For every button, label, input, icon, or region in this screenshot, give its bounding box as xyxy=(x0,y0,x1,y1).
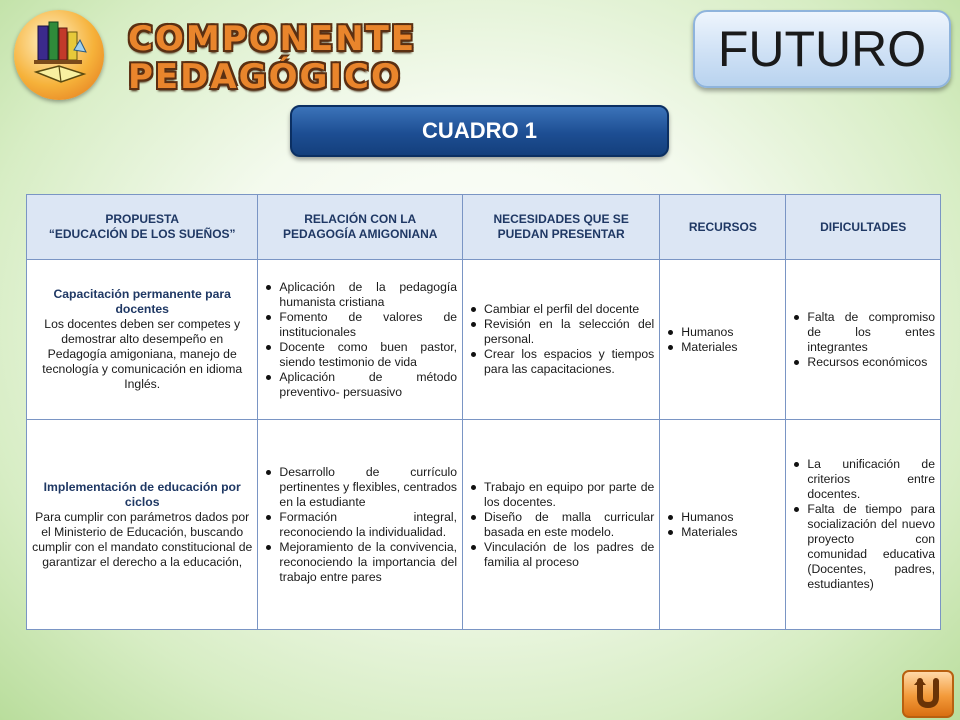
column-header-recursos: RECURSOS xyxy=(660,195,786,260)
difficulties-cell xyxy=(786,420,941,630)
list-item: Crear los espacios y tiempos para las capacitaciones. xyxy=(468,347,654,377)
column-header-relacion: RELACIÓN CON LA PEDAGOGÍA AMIGONIANA xyxy=(258,195,463,260)
u-turn-back-icon xyxy=(911,675,945,714)
proposal-title: Capacitación permanente para docentes xyxy=(53,287,231,316)
column-header-dificultades: DIFICULTADES xyxy=(786,195,941,260)
list-item: Diseño de malla curricular basada en este modelo. xyxy=(468,510,654,540)
needs-cell xyxy=(463,420,660,630)
cuadro-label: CUADRO 1 xyxy=(290,105,669,157)
list-item: Aplicación de la pedagogía humanista cristiana xyxy=(263,280,457,310)
table-row xyxy=(27,420,941,630)
list-item: Desarrollo de currículo pertinentes y flexibles, centrados en la estudiante xyxy=(263,465,457,510)
proposal-title: Implementación de educación por ciclos xyxy=(43,479,241,509)
proposal-cell xyxy=(27,420,258,630)
list-item: Materiales xyxy=(665,340,780,355)
list-item: Humanos xyxy=(665,325,780,340)
table-header-row xyxy=(27,195,941,260)
back-button[interactable] xyxy=(902,670,954,718)
resources-cell xyxy=(660,420,786,630)
page-title xyxy=(128,20,416,96)
books-bookshelf-icon xyxy=(14,10,104,100)
list-item: Falta de tiempo para socialización del nuevo proyecto con comunidad educativa (Docentes, padres, estudiantes) xyxy=(791,502,935,592)
table-row xyxy=(27,260,941,420)
futuro-button[interactable]: FUTURO xyxy=(693,10,951,88)
resources-cell xyxy=(660,260,786,420)
list-item: Humanos xyxy=(665,510,780,525)
column-header-propuesta: PROPUESTA “EDUCACIÓN DE LOS SUEÑOS” xyxy=(27,195,258,260)
list-item: Fomento de valores de institucionales xyxy=(263,310,457,340)
proposal-table xyxy=(26,194,941,630)
list-item: Formación integral, reconociendo la individualidad. xyxy=(263,510,457,540)
list-item: Trabajo en equipo por parte de los docentes. xyxy=(468,480,654,510)
list-item: Revisión en la selección del personal. xyxy=(468,317,654,347)
relation-cell xyxy=(258,260,463,420)
list-item: Falta de compromiso de los entes integrantes xyxy=(791,310,935,355)
list-item: Aplicación de método preventivo- persuasivo xyxy=(263,370,457,400)
needs-cell xyxy=(463,260,660,420)
difficulties-cell xyxy=(786,260,941,420)
list-item: Mejoramiento de la convivencia, reconociendo la importancia del trabajo entre pares xyxy=(263,540,457,585)
list-item: La unificación de criterios entre docentes. xyxy=(791,457,935,502)
list-item: Vinculación de los padres de familia al proceso xyxy=(468,540,654,570)
proposal-text: Para cumplir con parámetros dados por el Ministerio de Educación, buscando cumplir con el mandato constitucional de garantizar el derecho a la educación, xyxy=(32,509,253,569)
column-header-necesidades: NECESIDADES QUE SE PUEDAN PRESENTAR xyxy=(463,195,660,260)
list-item: Docente como buen pastor, siendo testimonio de vida xyxy=(263,340,457,370)
page-title-line1: COMPONENTE xyxy=(128,19,417,59)
list-item: Recursos económicos xyxy=(791,355,935,370)
proposal-cell xyxy=(27,260,258,420)
relation-cell xyxy=(258,420,463,630)
list-item: Materiales xyxy=(665,525,780,540)
page-title-line2: PEDAGÓGICO xyxy=(128,57,402,97)
list-item: Cambiar el perfil del docente xyxy=(468,302,654,317)
proposal-text: Los docentes deben ser competes y demostrar alto desempeño en Pedagogía amigoniana, manejo de tecnología y comunicación en idioma Inglés. xyxy=(42,317,243,391)
